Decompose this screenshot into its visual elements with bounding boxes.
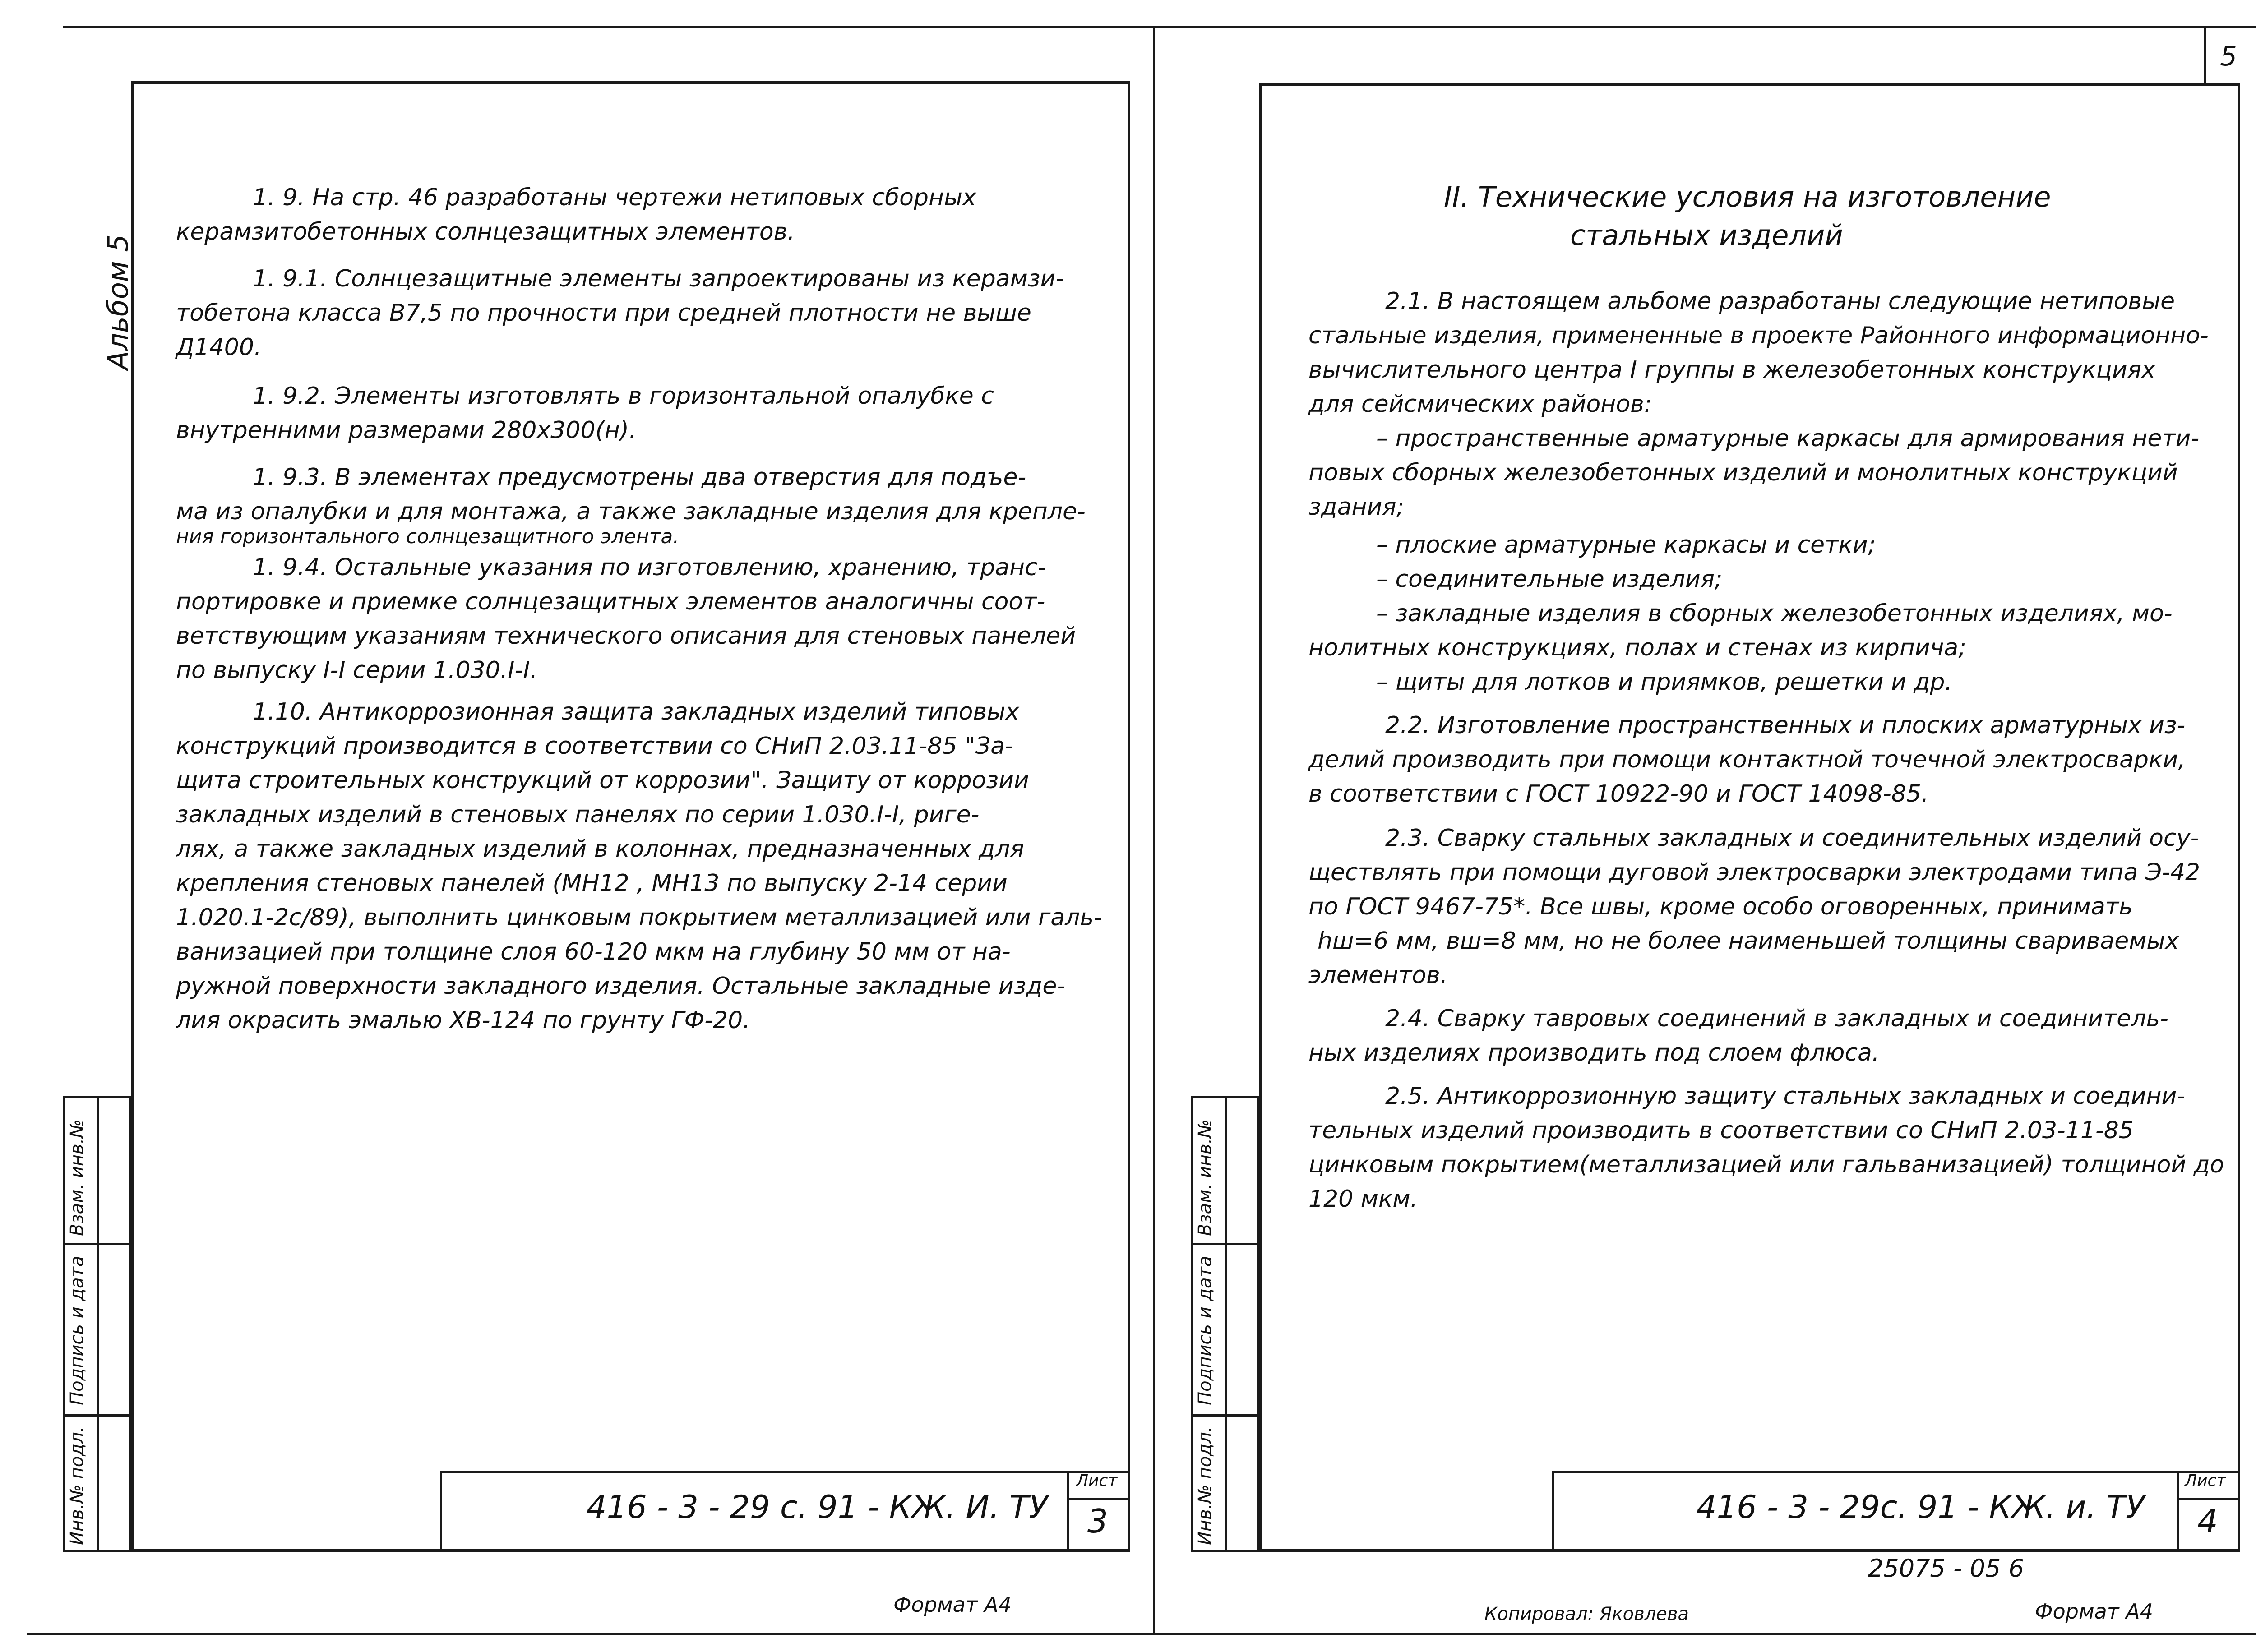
- text-line: тельных изделий производить в соответствии со СНиП 2.03-11-85: [1308, 1117, 2134, 1144]
- text-line: вычислительного центра I группы в железобетонных конструкциях: [1308, 356, 2155, 383]
- text-line: Д1400.: [176, 334, 262, 361]
- text-line: конструкций производится в соответствии со СНиП 2.03.11-85 "За-: [176, 733, 1013, 760]
- text-line: в соответствии с ГОСТ 10922-90 и ГОСТ 14098-85.: [1308, 780, 1929, 808]
- side-label-podpis-data: Подпись и дата: [1195, 1255, 1216, 1405]
- text-line: – соединительные изделия;: [1376, 566, 1723, 593]
- text-line: для сейсмических районов:: [1308, 391, 1652, 418]
- text-line: лях, а также закладных изделий в колоннах, предназначенных для: [176, 835, 1024, 863]
- side-label-vzam-inv: Взам. инв.№: [67, 1119, 88, 1236]
- side-label-inv-podl: Инв.№ подл.: [1195, 1426, 1216, 1545]
- text-line: стальные изделия, примененные в проекте Районного информационно-: [1308, 322, 2209, 349]
- page-divider-line: [1153, 27, 1155, 1633]
- text-line: 1. 9.2. Элементы изготовлять в горизонтальной опалубке с: [253, 383, 994, 410]
- album-label: Альбом 5: [102, 234, 134, 370]
- text-line: тобетона класса В7,5 по прочности при средней плотности не выше: [176, 300, 1031, 327]
- text-line: элементов.: [1308, 962, 1448, 989]
- text-line: – закладные изделия в сборных железобетонных изделиях, мо-: [1376, 600, 2173, 627]
- text-line: делий производить при помощи контактной точечной электросварки,: [1308, 746, 2186, 773]
- text-line: лия окрасить эмалью ХВ-124 по грунту ГФ-20.: [176, 1007, 750, 1034]
- text-line: керамзитобетонных солнцезащитных элементов.: [176, 218, 795, 245]
- text-line: повых сборных железобетонных изделий и монолитных конструкций: [1308, 459, 2178, 486]
- text-line: ных изделиях производить под слоем флюса.: [1308, 1039, 1880, 1066]
- right-stamp-code: 416 - 3 - 29с. 91 - КЖ. и. ТУ: [1697, 1489, 2145, 1526]
- right-heading-line2: стальных изделий: [1570, 219, 1843, 252]
- text-line: цинковым покрытием(металлизацией или гальванизацией) толщиной до: [1308, 1151, 2224, 1178]
- text-line: ния горизонтального солнцезащитного элента.: [176, 525, 680, 548]
- text-line: ществлять при помощи дуговой электросварки электродами типа Э-42: [1308, 859, 2201, 886]
- side-label-podpis-data: Подпись и дата: [67, 1255, 88, 1405]
- text-line: – щиты для лотков и приямков, решетки и др.: [1376, 669, 1952, 696]
- text-line: 2.2. Изготовление пространственных и плоских арматурных из-: [1385, 712, 2186, 739]
- text-line: 2.1. В настоящем альбоме разработаны следующие нетиповые: [1385, 288, 2175, 315]
- left-stamp-code: 416 - 3 - 29 с. 91 - КЖ. И. ТУ: [587, 1489, 1048, 1526]
- page-number-box-line: [2204, 27, 2206, 83]
- text-line: 2.5. Антикоррозионную защиту стальных закладных и соедини-: [1385, 1083, 2186, 1110]
- text-line: ванизацией при толщине слоя 60-120 мкм на глубину 50 мм от на-: [176, 938, 1011, 965]
- text-line: по выпуску I-I серии 1.030.I-I.: [176, 657, 538, 684]
- text-line: ма из опалубки и для монтажа, а также закладные изделия для крепле-: [176, 498, 1086, 525]
- text-line: 1. 9.4. Остальные указания по изготовлению, хранению, транс-: [253, 554, 1046, 581]
- right-page-number: 5: [2220, 41, 2238, 72]
- text-line: ветствующим указаниям технического описания для стеновых панелей: [176, 623, 1076, 650]
- right-format-label: Формат А4: [2035, 1599, 2153, 1624]
- text-line: 2.3. Сварку стальных закладных и соединительных изделий осу-: [1385, 825, 2199, 852]
- side-label-vzam-inv: Взам. инв.№: [1195, 1119, 1216, 1236]
- text-line: ружной поверхности закладного изделия. Остальные закладные изде-: [176, 973, 1066, 1000]
- left-sheet-label: Лист: [1076, 1472, 1118, 1490]
- top-border-line: [63, 26, 2256, 28]
- text-line: внутренними размерами 280х300(н).: [176, 417, 637, 444]
- text-line: портировке и приемке солнцезащитных элементов аналогичны соот-: [176, 588, 1045, 615]
- inventory-number: 25075 - 05 6: [1868, 1554, 2024, 1583]
- text-line: по ГОСТ 9467-75*. Все швы, кроме особо оговоренных, принимать: [1308, 893, 2133, 920]
- text-line: 120 мкм.: [1308, 1186, 1418, 1213]
- text-line: 1.020.1-2с/89), выполнить цинковым покрытием металлизацией или галь-: [176, 904, 1102, 931]
- text-line: крепления стеновых панелей (МН12 , МН13 по выпуску 2-14 серии: [176, 870, 1008, 897]
- bottom-border-line: [27, 1633, 2256, 1635]
- text-line: 1.10. Антикоррозионная защита закладных изделий типовых: [253, 698, 1019, 725]
- text-line: 1. 9.3. В элементах предусмотрены два отверстия для подъе-: [253, 464, 1026, 491]
- right-sheet-number: 4: [2197, 1502, 2218, 1540]
- text-line: – пространственные арматурные каркасы для армирования нети-: [1376, 425, 2200, 452]
- text-line: hш=6 мм, вш=8 мм, но не более наименьшей толщины свариваемых: [1318, 928, 2179, 955]
- left-format-label: Формат А4: [893, 1592, 1012, 1617]
- text-line: здания;: [1308, 494, 1405, 521]
- text-line: 1. 9. На стр. 46 разработаны чертежи нетиповых сборных: [253, 184, 976, 211]
- right-heading-line1: II. Технические условия на изготовление: [1444, 180, 2051, 213]
- text-line: щита строительных конструкций от коррозии". Защиту от коррозии: [176, 767, 1029, 794]
- copied-by: Копировал: Яковлева: [1484, 1604, 1689, 1624]
- left-sheet-number: 3: [1087, 1502, 1108, 1540]
- text-line: закладных изделий в стеновых панелях по серии 1.030.I-I, риге-: [176, 801, 980, 828]
- text-line: 1. 9.1. Солнцезащитные элементы запроектированы из керамзи-: [253, 265, 1064, 292]
- right-sheet-label: Лист: [2185, 1472, 2226, 1490]
- text-line: 2.4. Сварку тавровых соединений в закладных и соединитель-: [1385, 1005, 2168, 1032]
- text-line: нолитных конструкциях, полах и стенах из кирпича;: [1308, 634, 1966, 661]
- side-label-inv-podl: Инв.№ подл.: [67, 1426, 88, 1545]
- text-line: – плоские арматурные каркасы и сетки;: [1376, 531, 1876, 558]
